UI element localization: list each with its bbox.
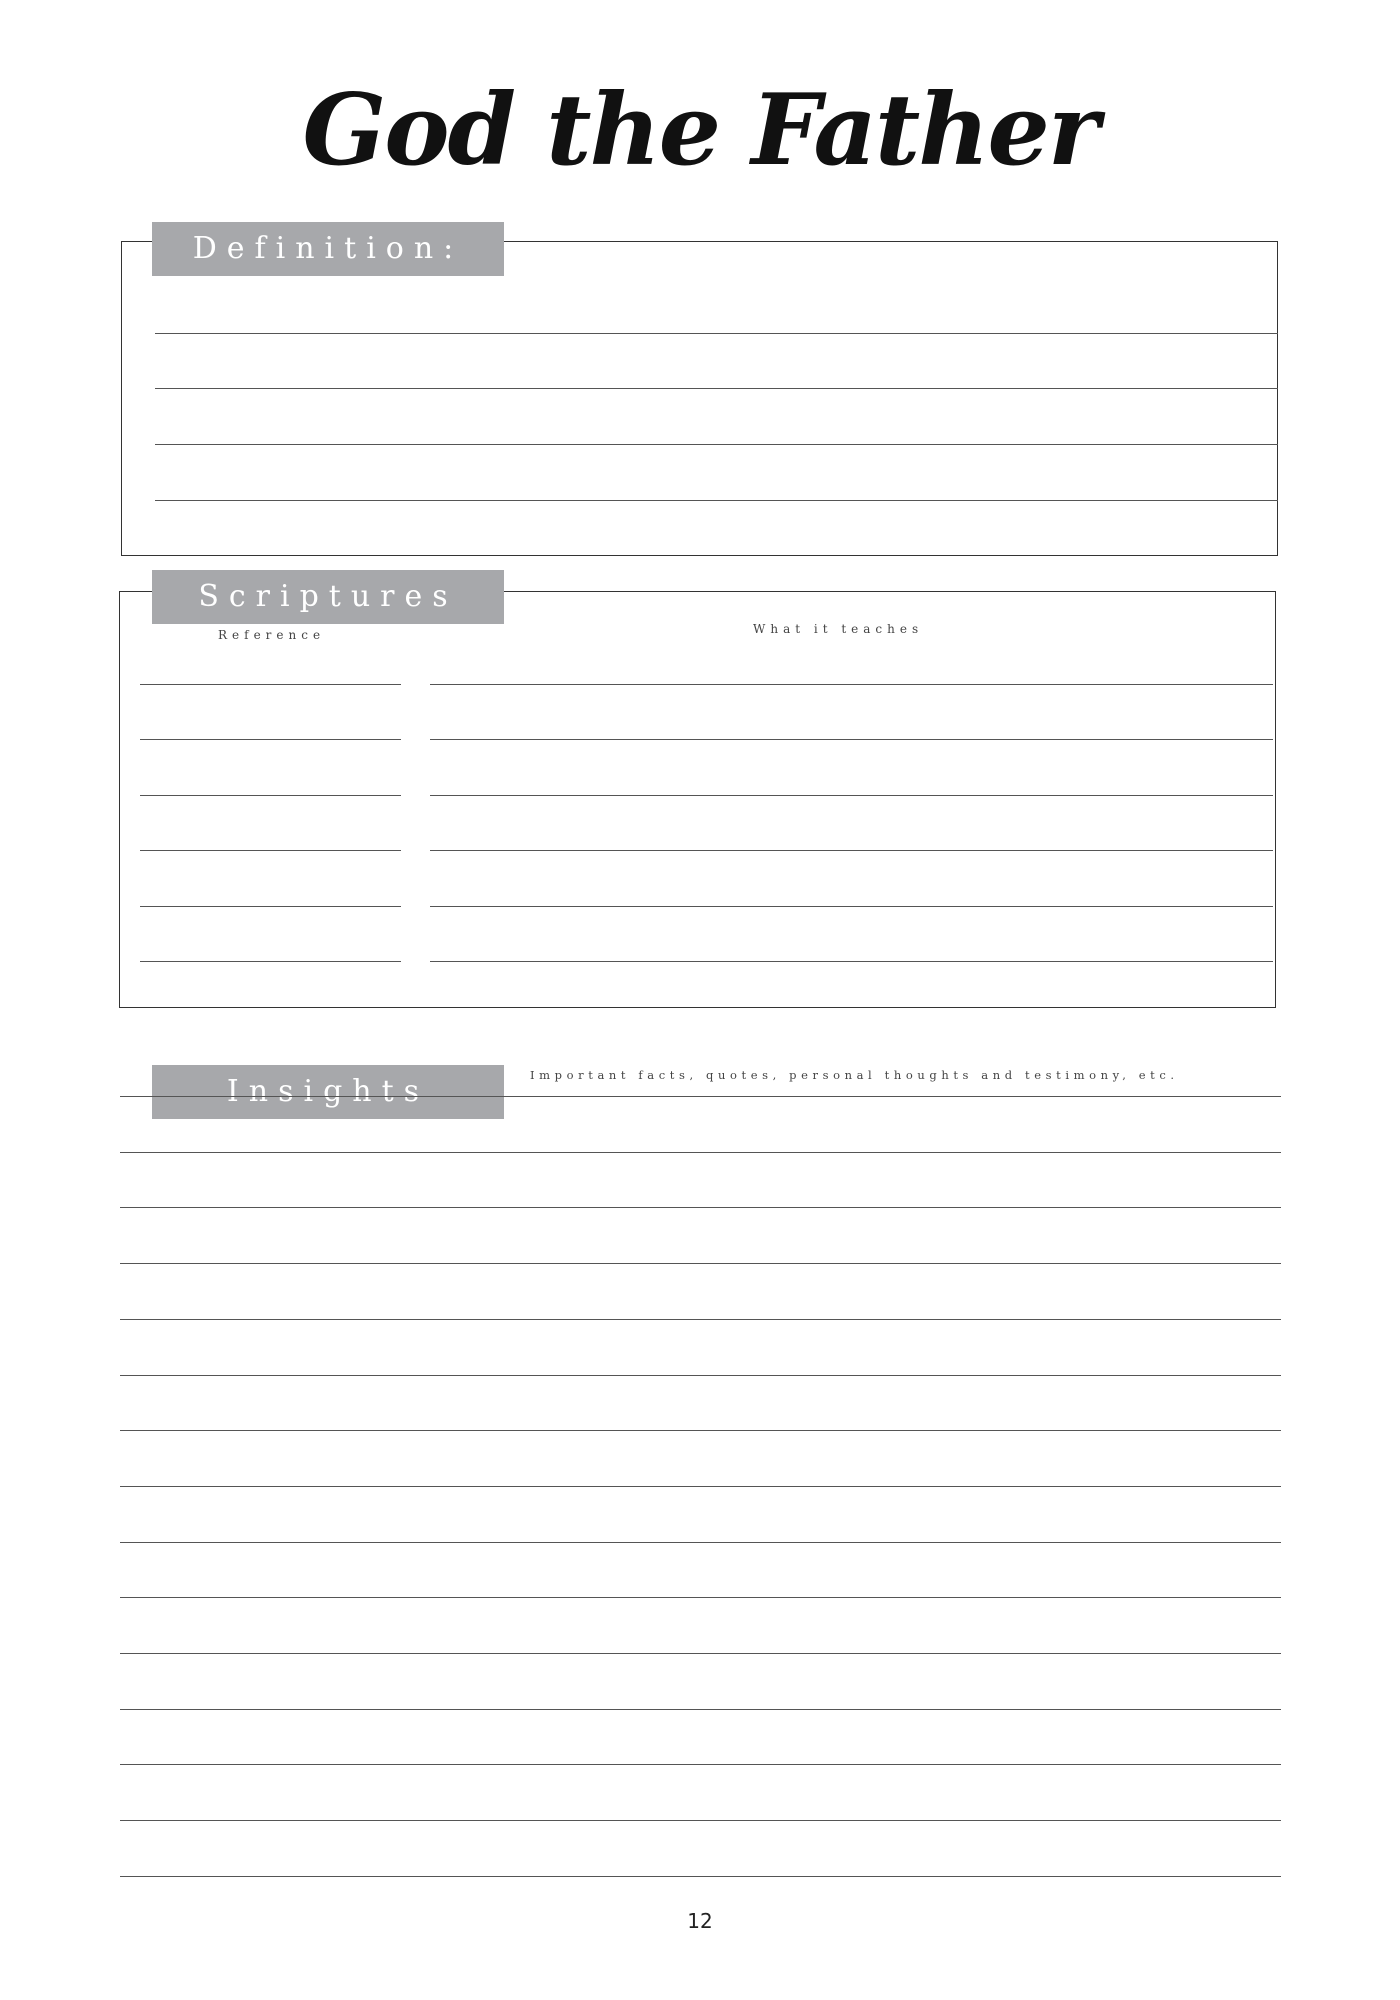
- insights-writing-line: [120, 1152, 1281, 1153]
- definition-box: [121, 241, 1278, 556]
- insights-writing-line: [120, 1096, 1281, 1097]
- insights-writing-line: [120, 1263, 1281, 1264]
- insights-writing-line: [120, 1486, 1281, 1487]
- insights-writing-line: [120, 1319, 1281, 1320]
- definition-writing-line: [155, 444, 1278, 445]
- reference-writing-line: [140, 684, 401, 685]
- insights-writing-line: [120, 1375, 1281, 1376]
- teaches-writing-line: [430, 684, 1273, 685]
- teaches-column-header: What it teaches: [753, 622, 924, 636]
- insights-writing-line: [120, 1709, 1281, 1710]
- teaches-writing-line: [430, 795, 1273, 796]
- reference-column-header: Reference: [218, 628, 326, 642]
- teaches-writing-line: [430, 961, 1273, 962]
- teaches-writing-line: [430, 906, 1273, 907]
- scriptures-box: [119, 591, 1276, 1008]
- reference-writing-line: [140, 961, 401, 962]
- definition-label: Definition:: [152, 222, 504, 276]
- definition-writing-line: [155, 500, 1278, 501]
- definition-writing-line: [155, 333, 1278, 334]
- insights-hint: Important facts, quotes, personal thoughts and testimony, etc.: [530, 1068, 1179, 1082]
- insights-writing-line: [120, 1597, 1281, 1598]
- insights-writing-line: [120, 1764, 1281, 1765]
- reference-writing-line: [140, 850, 401, 851]
- reference-writing-line: [140, 906, 401, 907]
- insights-writing-line: [120, 1820, 1281, 1821]
- definition-writing-line: [155, 388, 1278, 389]
- insights-writing-line: [120, 1876, 1281, 1877]
- insights-writing-line: [120, 1207, 1281, 1208]
- teaches-writing-line: [430, 739, 1273, 740]
- page-title: God the Father: [302, 73, 1098, 188]
- insights-writing-line: [120, 1653, 1281, 1654]
- teaches-writing-line: [430, 850, 1273, 851]
- scriptures-label: Scriptures: [152, 570, 504, 624]
- insights-writing-line: [120, 1430, 1281, 1431]
- page-number: 12: [687, 1909, 713, 1933]
- insights-label: Insights: [152, 1065, 504, 1119]
- reference-writing-line: [140, 739, 401, 740]
- insights-writing-line: [120, 1542, 1281, 1543]
- reference-writing-line: [140, 795, 401, 796]
